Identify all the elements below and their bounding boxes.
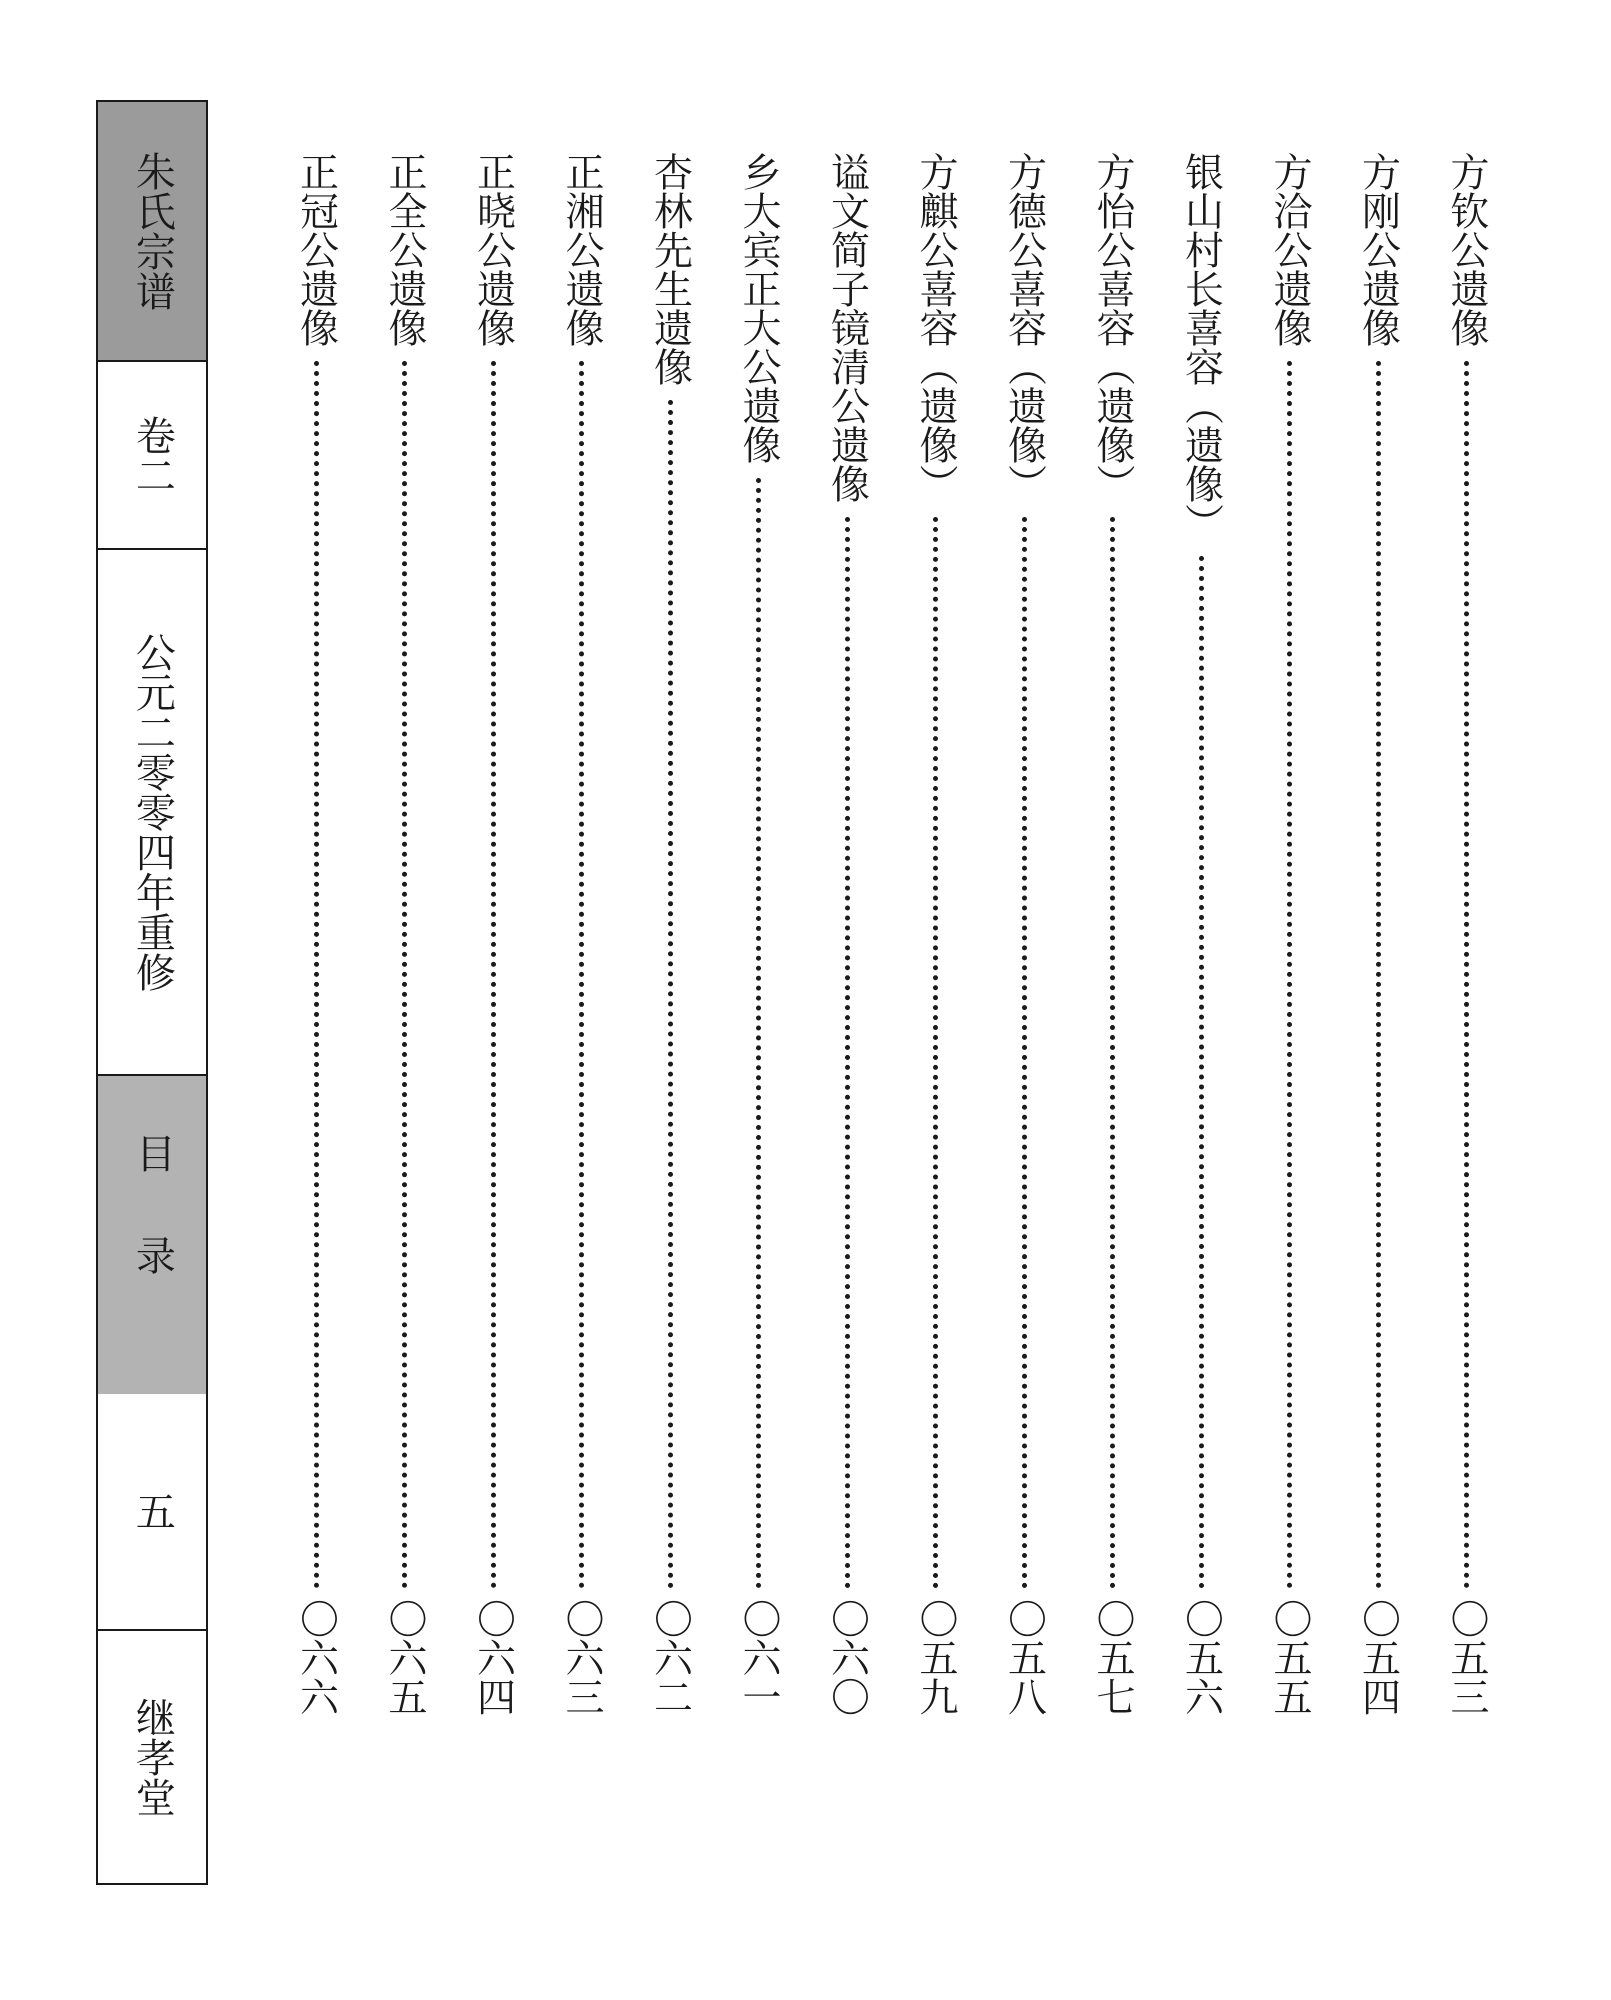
- toc-leader-dots: [756, 478, 761, 1589]
- toc-entry-title: 乡大宾正大公遗像: [736, 152, 781, 464]
- toc-entry-title: 方刚公遗像: [1355, 152, 1401, 347]
- revision-year-text: 公元二零零四年重修: [129, 631, 176, 992]
- page-number-text: 五: [129, 1491, 176, 1532]
- toc-entry[interactable]: [1175, 152, 1227, 1742]
- toc-leader-dots: [1287, 361, 1292, 1589]
- spine-volume: [98, 362, 206, 550]
- toc-leader-dots: [668, 400, 673, 1589]
- book-title-text: 朱氏宗谱: [129, 150, 176, 311]
- spine-page-number: [98, 1394, 206, 1632]
- toc-entry-title: 正冠公遗像: [293, 152, 339, 347]
- toc-entry-title: 正晓公遗像: [470, 152, 516, 347]
- toc-entry-page: 〇五四: [1355, 1599, 1401, 1716]
- toc-entry-title: 谥文简子镜清公遗像: [824, 152, 870, 503]
- toc-leader-dots: [579, 361, 584, 1589]
- table-of-contents: [293, 152, 1530, 1752]
- toc-entry[interactable]: [1352, 152, 1404, 1742]
- toc-leader-dots: [1376, 361, 1381, 1589]
- toc-entry-title: 方钦公遗像: [1444, 152, 1489, 347]
- toc-entry-page: 〇六〇: [824, 1599, 870, 1716]
- toc-entry-page: 〇五九: [913, 1599, 958, 1716]
- toc-entry[interactable]: [555, 152, 607, 1742]
- toc-entry-page: 〇六一: [736, 1599, 781, 1716]
- toc-entry-page: 〇六四: [470, 1599, 516, 1716]
- spine-hall-name: [98, 1631, 206, 1883]
- toc-entry-page: 〇五七: [1090, 1599, 1135, 1716]
- toc-entry[interactable]: [1440, 152, 1492, 1742]
- toc-entry-title: 方洽公遗像: [1267, 152, 1312, 347]
- toc-leader-dots: [402, 361, 407, 1589]
- toc-entry[interactable]: [1263, 152, 1315, 1742]
- toc-leader-dots: [933, 517, 938, 1589]
- toc-entry-title: 正全公遗像: [382, 152, 427, 347]
- toc-entry[interactable]: [909, 152, 961, 1742]
- toc-entry-page: 〇六六: [293, 1599, 339, 1716]
- toc-entry-page: 〇五三: [1444, 1599, 1489, 1716]
- toc-entry-title: 银山村长喜容（遗像）: [1178, 152, 1224, 542]
- toc-entry-title: 方麒公喜容（遗像）: [913, 152, 958, 503]
- spine-book-title: [98, 102, 206, 362]
- book-spine: [96, 100, 208, 1885]
- toc-entry-title: 杏林先生遗像: [647, 152, 693, 386]
- volume-text: 卷二: [129, 414, 176, 495]
- toc-entry[interactable]: [998, 152, 1050, 1742]
- toc-entry[interactable]: [290, 152, 342, 1742]
- toc-entry-page: 〇六五: [382, 1599, 427, 1716]
- toc-leader-dots: [491, 361, 496, 1589]
- hall-name-text: 继孝堂: [129, 1697, 176, 1818]
- toc-leader-dots: [1464, 361, 1469, 1589]
- toc-entry[interactable]: [378, 152, 430, 1742]
- toc-entry[interactable]: [644, 152, 696, 1742]
- toc-leader-dots: [1110, 517, 1115, 1589]
- toc-entry-title: 正湘公遗像: [559, 152, 604, 347]
- toc-entry-title: 方怡公喜容（遗像）: [1090, 152, 1135, 503]
- toc-entry-page: 〇六三: [559, 1599, 604, 1716]
- toc-entry[interactable]: [467, 152, 519, 1742]
- toc-entry-page: 〇六二: [647, 1599, 693, 1716]
- toc-entry[interactable]: [732, 152, 784, 1742]
- toc-entry-page: 〇五五: [1267, 1599, 1312, 1716]
- toc-leader-dots: [1199, 556, 1204, 1589]
- toc-entry[interactable]: [821, 152, 873, 1742]
- section-label-text: 目录: [129, 1132, 176, 1337]
- toc-entry[interactable]: [1086, 152, 1138, 1742]
- toc-leader-dots: [1022, 517, 1027, 1589]
- toc-entry-title: 方德公喜容（遗像）: [1001, 152, 1047, 503]
- toc-leader-dots: [314, 361, 319, 1589]
- toc-entry-page: 〇五六: [1178, 1599, 1224, 1716]
- toc-leader-dots: [845, 517, 850, 1589]
- spine-revision-year: [98, 550, 206, 1076]
- toc-entry-page: 〇五八: [1001, 1599, 1047, 1716]
- spine-section-label: [98, 1076, 206, 1394]
